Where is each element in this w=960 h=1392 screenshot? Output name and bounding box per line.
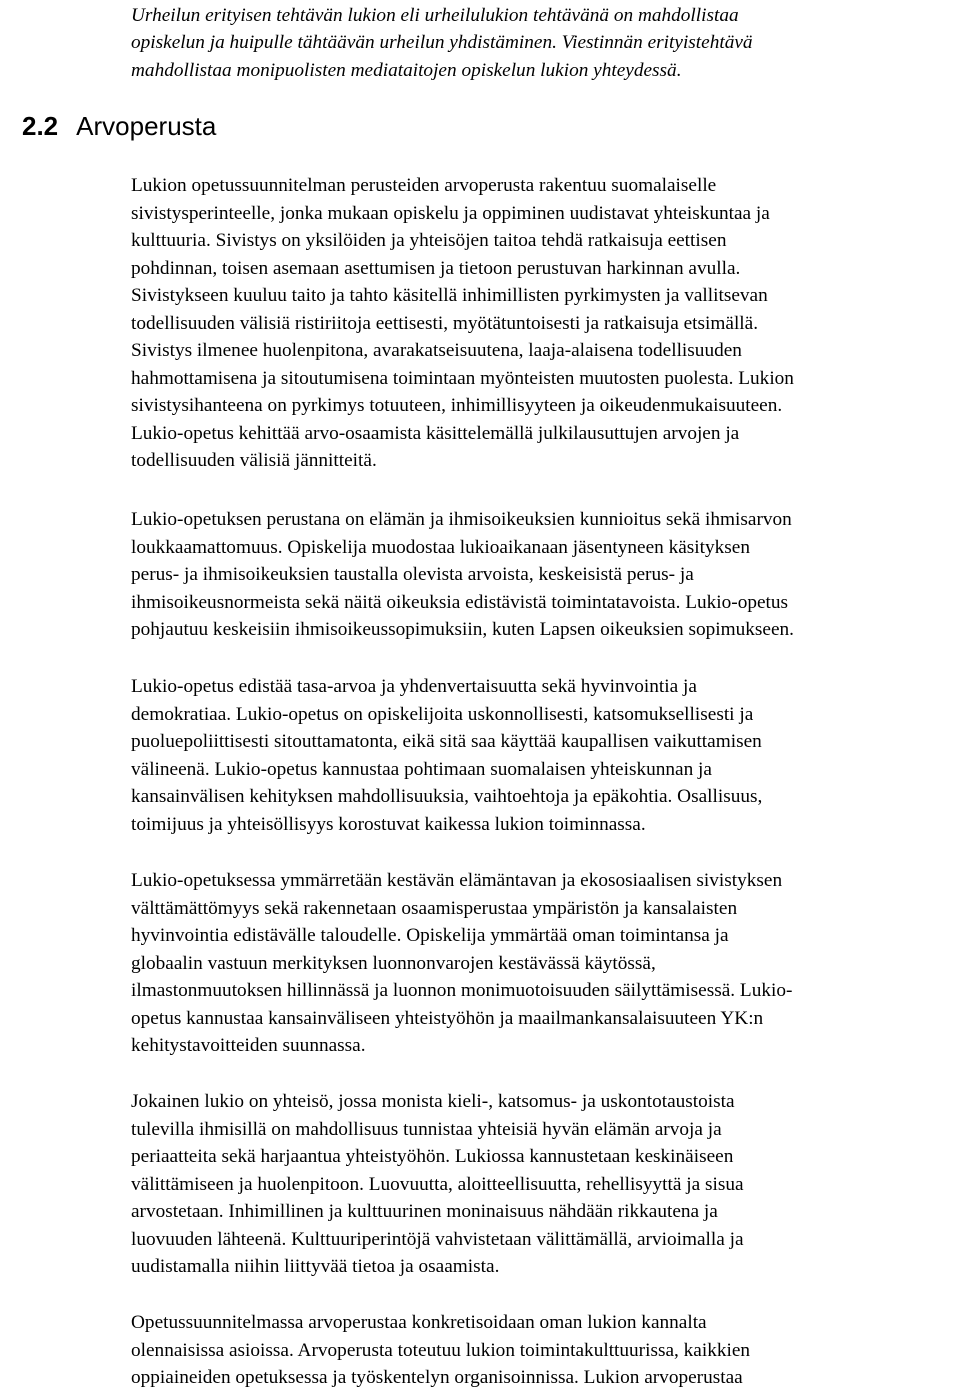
text-line: toimijuus ja yhteisöllisyys korostuvat kaikessa lukion toiminnassa. [131, 813, 646, 835]
text-line: Lukio-opetuksessa ymmärretään kestävän elämäntavan ja ekososiaalisen sivistyksen [131, 870, 783, 891]
text-line: pohdinnan, toisen asemaan asettumisen ja tietoon perustuvan harkinnan avulla. [131, 257, 741, 279]
text-line: oppiaineiden opetuksessa ja työskentelyn organisoinnissa. Lukion arvoperustaa [131, 1367, 743, 1388]
text-line: olennaisissa asioissa. Arvoperusta toteutuu lukion toimintakulttuurissa, kaikkien [131, 1339, 751, 1361]
text-line: Jokainen lukio on yhteisö, jossa monista kieli-, katsomus- ja uskontotaustoista [131, 1091, 735, 1112]
text-line: opetus kannustaa kansainväliseen yhteistyöhön ja maailmankansalaisuuteen YK:n [131, 1007, 764, 1029]
section-title: Arvoperusta [76, 111, 217, 141]
text-line: kulttuuria. Sivistys on yksilöiden ja yhteisöjen taitoa tehdä ratkaisuja eettisen [131, 230, 727, 251]
section-heading [22, 110, 216, 142]
text-line: Opetussuunnitelmassa arvoperustaa konkretisoidaan oman lukion kannalta [131, 1312, 707, 1333]
text-line: periaatteita sekä harjaantua yhteistyöhön. Lukiossa kannustetaan keskinäiseen [131, 1146, 734, 1167]
text-line: sivistysihanteena on pyrkimys totuuteen, inhimillisyyteen ja oikeudenmukaisuuteen. [131, 395, 783, 416]
text-line: uudistamalla niihin liittyvää tietoa ja osaamista. [131, 1256, 500, 1277]
text-line: ihmisoikeusnormeista sekä näitä oikeuksia edistävistä toimintatavoista. Lukio-opetus [131, 591, 789, 613]
text-line: Sivistys ilmenee huolenpitona, avarakatseisuutena, laaja-alaisena todellisuuden [131, 340, 742, 361]
text-line: Lukion opetussuunnitelman perusteiden arvoperusta rakentuu suomalaiselle [131, 175, 717, 196]
paragraph-human-rights [131, 506, 959, 644]
text-line: tulevilla ihmisillä on mahdollisuus tunnistaa yhteisiä hyvän elämän arvoja ja [131, 1118, 722, 1140]
text-line: todellisuuden välisiä ristiriitoja eettisesti, myötätuntoisesti ja ratkaisuja etsimällä. [131, 312, 759, 334]
section-number: 2.2 [22, 111, 59, 141]
text-line: hyvinvointia edistävälle taloudelle. Opiskelija ymmärtää oman toimintansa ja [131, 925, 729, 946]
text-line: puoluepoliittisesti sitouttamatonta, eikä sitä saa käyttää kaupallisen vaikuttamisen [131, 731, 762, 752]
text-line: pohjautuu keskeisiin ihmisoikeussopimuksiin, kuten Lapsen oikeuksien sopimukseen. [131, 619, 795, 640]
text-line: mahdollistaa monipuolisten mediataitojen opiskelun lukion yhteydessä. [131, 59, 682, 81]
text-line: Lukio-opetus edistää tasa-arvoa ja yhdenvertaisuutta sekä hyvinvointia ja [131, 676, 697, 697]
text-line: Urheilun erityisen tehtävän lukion eli urheilulukion tehtävänä on mahdollistaa [131, 5, 739, 26]
text-line: perus- ja ihmisoikeuksien taustalla olevista arvoista, keskeisistä perus- ja [131, 564, 694, 585]
text-line: Sivistykseen kuuluu taito ja tahto käsitellä inhimillisten pyrkimysten ja vallitsevan [131, 285, 768, 306]
text-line: todellisuuden välisiä jännitteitä. [131, 450, 377, 471]
text-line: demokratiaa. Lukio-opetus on opiskelijoita uskonnollisesti, katsomuksellisesti ja [131, 703, 754, 725]
text-line: välttämättömyys sekä rakennetaan osaamisperustaa ympäristön ja kansalaisten [131, 897, 738, 919]
paragraph-values-foundation [131, 172, 959, 475]
text-line: kansainvälisen kehityksen mahdollisuuksia, vaihtoehtoja ja epäkohtia. Osallisuus, [131, 786, 763, 807]
intro-paragraph [131, 2, 951, 84]
text-line: opiskelun ja huipulle tähtäävän urheilun yhdistäminen. Viestinnän erityistehtävä [131, 32, 753, 54]
text-line: ilmastonmuutoksen hillinnässä ja luonnon monimuotoisuuden säilyttämisessä. Lukio- [131, 980, 793, 1001]
paragraph-community [131, 1088, 959, 1281]
text-line: välineenä. Lukio-opetus kannustaa pohtimaan suomalaisen yhteiskunnan ja [131, 758, 712, 780]
text-line: luovuuden lähteenä. Kulttuuriperintöjä vahvistetaan välittämällä, arvioimalla ja [131, 1228, 744, 1250]
text-line: arvostetaan. Inhimillinen ja kulttuurinen moninaisuus nähdään rikkautena ja [131, 1201, 718, 1222]
text-line: Lukio-opetus kehittää arvo-osaamista käsittelemällä julkilausuttujen arvojen ja [131, 422, 740, 444]
paragraph-curriculum [131, 1309, 959, 1392]
paragraph-equality [131, 673, 959, 838]
text-line: kehitystavoitteiden suunnassa. [131, 1035, 366, 1056]
text-line: välittämiseen ja huolenpitoon. Luovuutta, aloitteellisuutta, rehellisyyttä ja sisua [131, 1173, 744, 1195]
text-line: loukkaamattomuus. Opiskelija muodostaa lukioaikanaan jäsentyneen käsityksen [131, 536, 750, 558]
paragraph-sustainability [131, 867, 959, 1060]
text-line: globaalin vastuun merkityksen luonnonvarojen kestävässä käytössä, [131, 952, 656, 974]
text-line: Lukio-opetuksen perustana on elämän ja ihmisoikeuksien kunnioitus sekä ihmisarvon [131, 509, 792, 530]
text-line: sivistysperinteelle, jonka mukaan opiskelu ja oppiminen uudistavat yhteiskuntaa ja [131, 202, 770, 224]
text-line: hahmottamisena ja sitoutumisena toimintaan myönteisten muutosten puolesta. Lukion [131, 367, 794, 389]
